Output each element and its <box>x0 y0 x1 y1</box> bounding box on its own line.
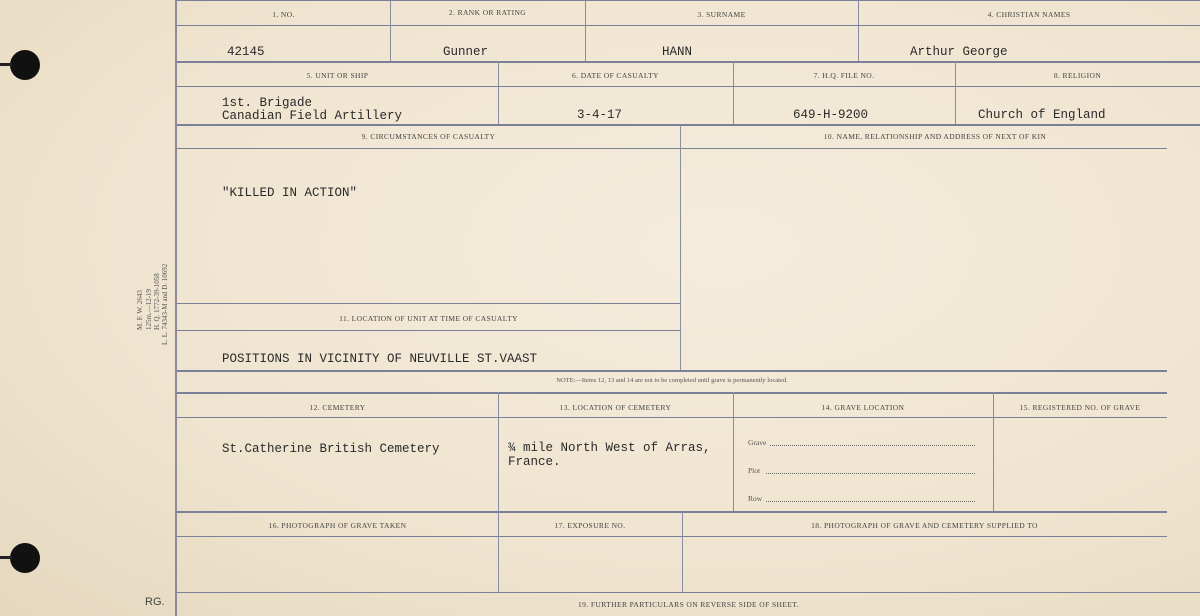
value-surname: HANN <box>662 45 693 59</box>
rule <box>177 330 680 331</box>
side-note-4: L. L. 74343-M and D. 10692 <box>161 263 169 345</box>
value-cemetery: St.Catherine British Cemetery <box>222 442 440 456</box>
row-field-label: Row <box>748 494 763 503</box>
value-location-of-cemetery-line2: France. <box>508 455 561 469</box>
side-note-1: M. F. W. 2643 <box>136 290 144 330</box>
rule <box>177 61 1200 63</box>
label-registered-no: 15. REGISTERED NO. OF GRAVE <box>1019 403 1141 412</box>
label-hq-file: 7. H.Q. FILE NO. <box>813 71 875 80</box>
label-unit: 5. UNIT OR SHIP <box>306 71 369 80</box>
binder-hole-top <box>10 50 40 80</box>
rule <box>177 536 1167 537</box>
label-religion: 8. RELIGION <box>1053 71 1102 80</box>
value-christian-names: Arthur George <box>910 45 1008 59</box>
rule <box>177 392 1167 394</box>
rule <box>177 148 1167 149</box>
value-location-of-unit: POSITIONS IN VICINITY OF NEUVILLE ST.VAAST <box>222 352 538 366</box>
row-field-line <box>766 501 975 502</box>
value-rank: Gunner <box>443 45 489 59</box>
label-next-of-kin: 10. NAME, RELATIONSHIP AND ADDRESS OF NEXT OF KIN <box>823 132 1047 141</box>
footer-code: RG. <box>145 596 165 608</box>
value-circumstances: "KILLED IN ACTION" <box>222 186 358 200</box>
note-text: NOTE:—Items 12, 13 and 14 are not to be completed until grave is permanently located. <box>556 377 788 384</box>
plot-field-line <box>766 473 975 474</box>
label-photograph-supplied: 18. PHOTOGRAPH OF GRAVE AND CEMETERY SUPPLIED TO <box>811 521 1038 530</box>
binder-hole-bottom <box>10 543 40 573</box>
value-unit-line1: 1st. Brigade <box>222 96 313 110</box>
rule <box>177 0 1200 1</box>
rule <box>177 25 1200 26</box>
value-no: 42145 <box>227 45 265 59</box>
grave-field-label: Grave <box>748 438 767 447</box>
label-rank: 2. RANK OR RATING <box>448 8 527 17</box>
rule <box>177 124 1200 126</box>
value-location-of-cemetery-line1: ¾ mile North West of Arras, <box>508 441 711 455</box>
label-date: 6. DATE OF CASUALTY <box>572 71 659 80</box>
value-date: 3-4-17 <box>577 108 623 122</box>
rule <box>177 511 1167 513</box>
rule <box>177 370 1167 372</box>
label-christian-names: 4. CHRISTIAN NAMES <box>987 10 1071 19</box>
value-religion: Church of England <box>978 108 1106 122</box>
side-note-3: H. Q. 1772-39-1058 <box>153 273 161 330</box>
rule <box>177 417 1167 418</box>
label-grave-location: 14. GRAVE LOCATION <box>821 403 905 412</box>
label-surname: 3. SURNAME <box>697 10 746 19</box>
rule <box>177 303 680 304</box>
rule <box>177 592 1200 593</box>
rule <box>177 86 1200 87</box>
value-hq-file: 649-H-9200 <box>793 108 869 122</box>
value-unit-line2: Canadian Field Artillery <box>222 109 403 123</box>
label-cemetery: 12. CEMETERY <box>309 403 366 412</box>
label-further-particulars: 19. FURTHER PARTICULARS ON REVERSE SIDE OF SHEET. <box>577 600 799 609</box>
label-photograph: 16. PHOTOGRAPH OF GRAVE TAKEN <box>268 521 407 530</box>
label-exposure-no: 17. EXPOSURE NO. <box>554 521 626 530</box>
label-location-of-cemetery: 13. LOCATION OF CEMETERY <box>559 403 672 412</box>
label-no: 1. NO. <box>272 10 295 19</box>
grave-field-line <box>770 445 975 446</box>
rule <box>680 124 681 370</box>
label-circumstances: 9. CIRCUMSTANCES OF CASUALTY <box>361 132 496 141</box>
plot-field-label: Plot <box>748 466 761 475</box>
side-note-2: 125m.—12-19 <box>145 288 153 330</box>
label-location-of-unit: 11. LOCATION OF UNIT AT TIME OF CASUALTY <box>339 314 518 323</box>
